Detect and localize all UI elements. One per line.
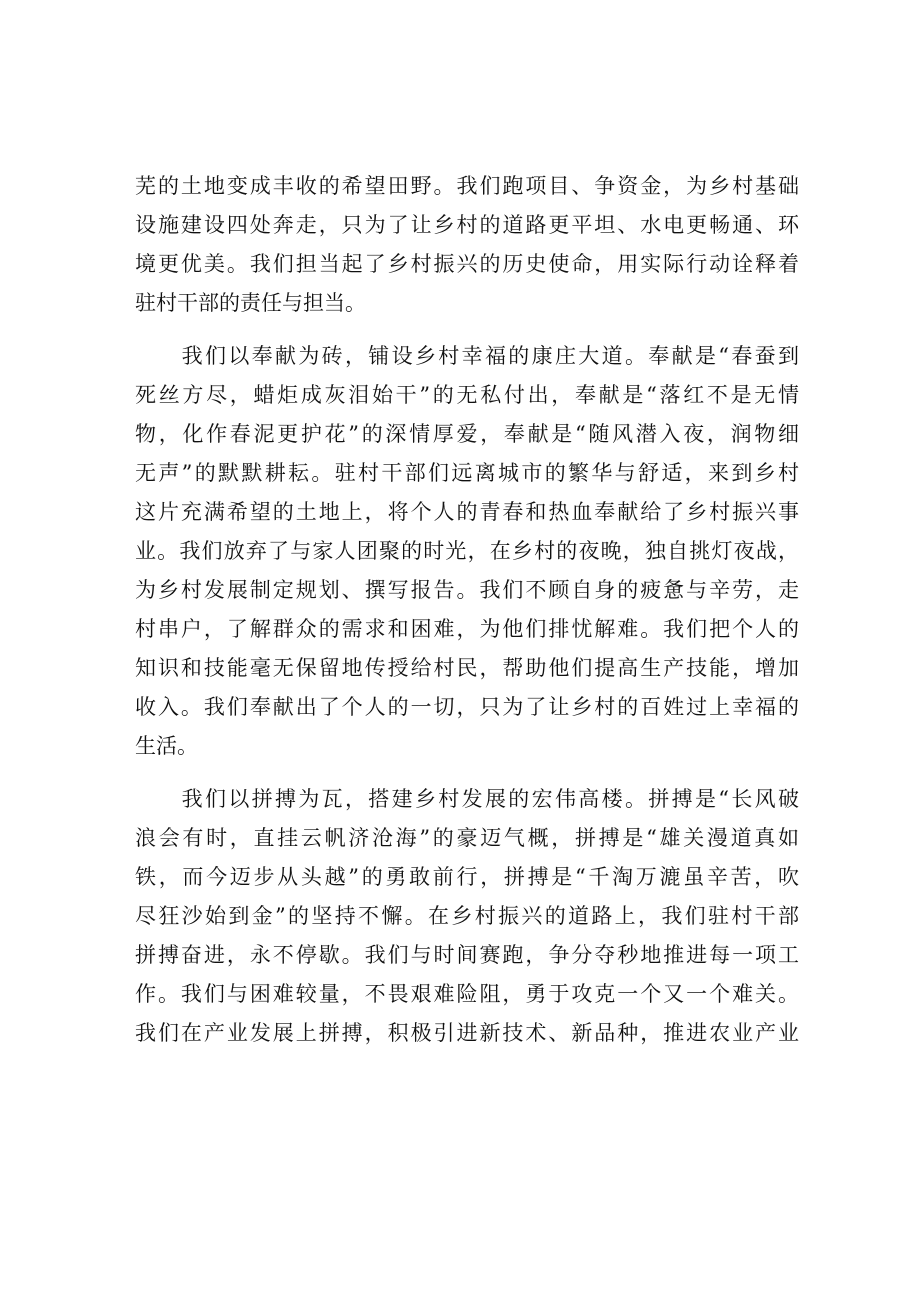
text-line: 我们以奉献为砖，铺设乡村幸福的康庄大道。奉献是“春蚕到 [135, 344, 799, 368]
paragraph-2 [135, 337, 799, 766]
text-line: 芜的土地变成丰收的希望田野。我们跑项目、争资金，为乡村基础 [135, 174, 799, 198]
text-line: 物，化作春泥更护花”的深情厚爱，奉献是“随风潜入夜，润物细 [135, 422, 799, 446]
text-line: 无声”的默默耕耘。驻村干部们远离城市的繁华与舒适，来到乡村 [135, 461, 799, 485]
text-line: 铁，而今迈步从头越”的勇敢前行，拼搏是“千淘万漉虽辛苦，吹 [135, 865, 799, 889]
text-line: 业。我们放弃了与家人团聚的时光，在乡村的夜晚，独自挑灯夜战， [135, 539, 799, 563]
text-line: 村串户，了解群众的需求和困难，为他们排忧解难。我们把个人的 [135, 617, 799, 641]
text-line: 知识和技能毫无保留地传授给村民，帮助他们提高生产技能，增加 [135, 656, 799, 680]
text-line: 尽狂沙始到金”的坚持不懈。在乡村振兴的道路上，我们驻村干部 [135, 904, 799, 928]
text-line: 这片充满希望的土地上，将个人的青春和热血奉献给了乡村振兴事 [135, 500, 799, 524]
text-line: 境更优美。我们担当起了乡村振兴的历史使命，用实际行动诠释着 [135, 252, 799, 276]
text-line: 驻村干部的责任与担当。 [135, 291, 366, 315]
text-line: 我们以拼搏为瓦，搭建乡村发展的宏伟高楼。拼搏是“长风破 [135, 787, 799, 811]
paragraph-3 [135, 780, 799, 1053]
text-line: 我们在产业发展上拼搏，积极引进新技术、新品种，推进农业产业 [135, 1021, 799, 1045]
text-line: 生活。 [135, 734, 198, 758]
text-line: 作。我们与困难较量，不畏艰难险阻，勇于攻克一个又一个难关。 [135, 982, 799, 1006]
paragraph-1 [135, 167, 799, 323]
text-line: 拼搏奋进，永不停歇。我们与时间赛跑，争分夺秒地推进每一项工 [135, 943, 799, 967]
text-line: 浪会有时，直挂云帆济沧海”的豪迈气概，拼搏是“雄关漫道真如 [135, 826, 799, 850]
text-line: 设施建设四处奔走，只为了让乡村的道路更平坦、水电更畅通、环 [135, 213, 799, 237]
text-line: 死丝方尽，蜡炬成灰泪始干”的无私付出，奉献是“落红不是无情 [135, 383, 799, 407]
text-line: 为乡村发展制定规划、撰写报告。我们不顾自身的疲惫与辛劳，走 [135, 578, 799, 602]
text-line: 收入。我们奉献出了个人的一切，只为了让乡村的百姓过上幸福的 [135, 695, 799, 719]
document-body [135, 167, 799, 1053]
